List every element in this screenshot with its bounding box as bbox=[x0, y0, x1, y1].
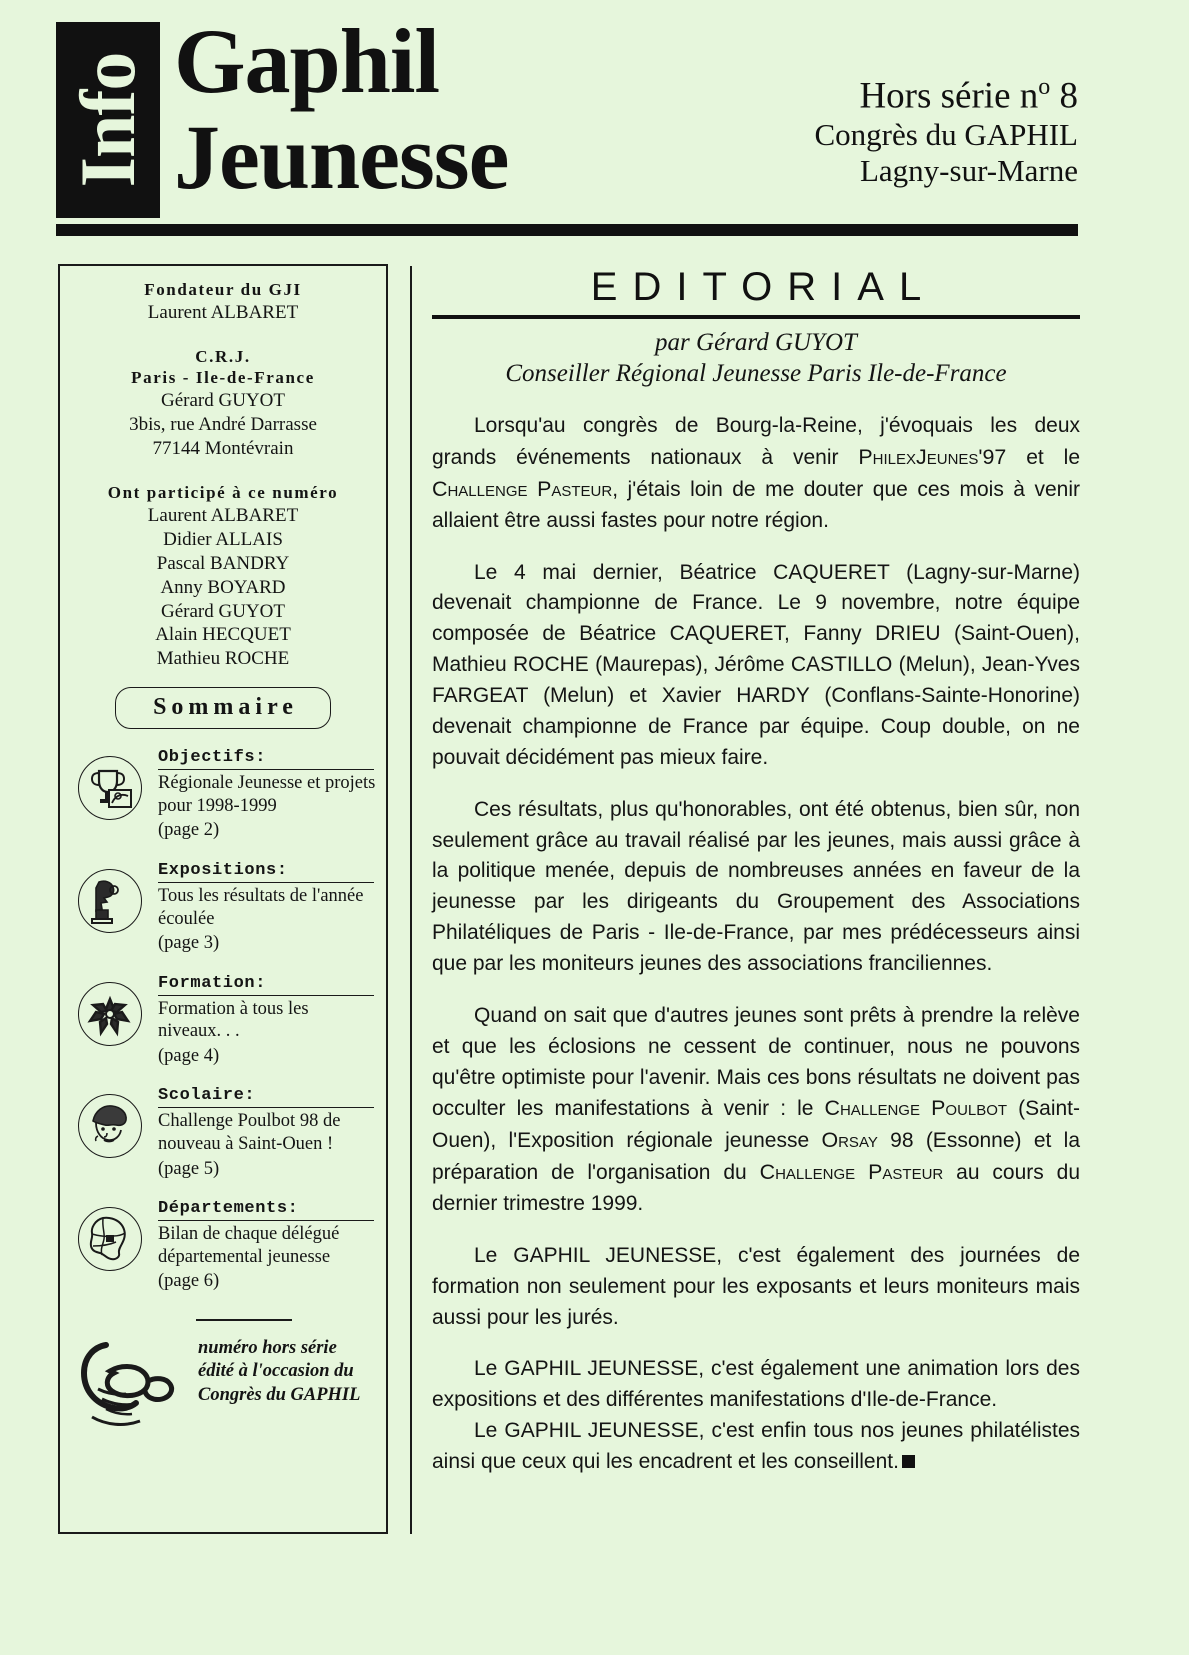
text-run: Le GAPHIL JEUNESSE, c'est également une animation lors des expositions et des différentes manifestations d'Ile-de-France. bbox=[432, 1357, 1080, 1412]
end-of-article-square-icon bbox=[902, 1455, 915, 1468]
small-caps-name: Challenge Poulbot bbox=[824, 1096, 1008, 1121]
title-line-jeunesse: Jeunesse bbox=[174, 106, 509, 209]
editorial-paragraph bbox=[432, 1416, 1080, 1478]
spacer bbox=[70, 325, 376, 347]
text-run: au cours du dernier trimestre 1999. bbox=[432, 1161, 1080, 1215]
toc-page: (page 5) bbox=[158, 1158, 220, 1179]
crj-label: C.R.J. bbox=[195, 346, 251, 366]
toc-title: Objectifs: bbox=[158, 748, 374, 770]
region-map-icon bbox=[78, 1207, 142, 1271]
text-run: Le 4 mai dernier, Béatrice CAQUERET (Lagny-sur-Marne) devenait championne de France. Le 9 novembre, notre équipe composée de Béatrice CAQUERET, Fanny DRIEU (Saint-Ouen), Mathieu ROCHE (Maurepas), Jérôme CASTILLO (Melun), Jean-Yves FARGEAT (Melun) et Xavier HARDY (Conflans-Sainte-Honorine) devenait championne de France par équipe. Coup double, on ne pouvait décidément pas mieux faire. bbox=[432, 560, 1080, 769]
info-logo-badge bbox=[56, 22, 160, 218]
toc-item-objectifs[interactable] bbox=[70, 748, 376, 842]
toc-item-scolaire[interactable] bbox=[70, 1086, 376, 1180]
sidebar-divider bbox=[196, 1319, 292, 1321]
sidebar bbox=[58, 264, 388, 1534]
small-caps-name: PhilexJeunes'97 bbox=[858, 445, 1007, 470]
text-run: Le GAPHIL JEUNESSE, c'est également des journées de formation non seulement pour les exposants et leurs moniteurs mais aussi pour les jurés. bbox=[432, 1243, 1080, 1329]
toc-title: Formation: bbox=[158, 974, 374, 996]
contributor-name: Laurent ALBARET bbox=[147, 504, 299, 526]
contributor-name: Gérard GUYOT bbox=[161, 600, 285, 622]
colophon-line-2: édité à l'occasion du bbox=[198, 1361, 354, 1382]
colophon-line-1: numéro hors série bbox=[198, 1338, 337, 1359]
toc-desc: Tous les résultats de l'année écoulée bbox=[158, 886, 364, 929]
issue-number-value: 8 bbox=[1050, 75, 1078, 117]
issue-number-label: Hors série n bbox=[859, 75, 1039, 117]
masthead bbox=[56, 10, 1078, 222]
title-line-gaphil: Gaphil bbox=[174, 10, 440, 112]
text-run: Quand on sait que d'autres jeunes sont prêts à prendre la relève et que les éclosions ne cessent de continuer, nous ne pouvons qu'être optimiste pour l'avenir. Mais ces bons résultats ne doivent pas occulter les manifestations à venir : le bbox=[432, 1003, 1080, 1121]
editorial-body bbox=[432, 411, 1080, 1478]
crj-street: 3bis, rue André Darrasse bbox=[129, 413, 317, 435]
small-caps-name: Orsay bbox=[821, 1128, 878, 1153]
schoolchild-face-icon bbox=[78, 1094, 142, 1158]
exhibition-frame-icon bbox=[78, 869, 142, 933]
text-run: Lorsqu'au congrès de Bourg-la-Reine, j'évoquais les deux grands événements nationaux à venir bbox=[432, 414, 1080, 470]
text-run: Ces résultats, plus qu'honorables, ont été obtenus, bien sûr, non seulement grâce au travail réalisé par les jeunes, mais aussi grâce à la politique menée, depuis de nombreuses années en faveur de la jeunesse par les dirigeants du Groupement des Associations Philatéliques de Paris - Ile-de-France, par mes prédécesseurs ainsi que par les moniteurs jeunes des associations franciliennes. bbox=[432, 797, 1080, 975]
text-run: Le GAPHIL JEUNESSE, c'est enfin tous nos jeunes philatélistes ainsi que ceux qui les encadrent et les conseillent. bbox=[432, 1419, 1080, 1473]
toc-title: Départements: bbox=[158, 1199, 374, 1221]
editorial-paragraph bbox=[432, 795, 1080, 980]
crj-contact-name: Gérard GUYOT bbox=[161, 389, 285, 411]
toc-page: (page 3) bbox=[158, 933, 220, 954]
founder-name: Laurent ALBARET bbox=[147, 302, 299, 323]
editorial-paragraph bbox=[432, 558, 1080, 774]
editorial-byline: par Gérard GUYOT bbox=[655, 329, 857, 357]
toc-item-departements[interactable] bbox=[70, 1199, 376, 1293]
text-run: , j'étais loin de me douter que ces mois à venir allaient être aussi fastes pour notre région. bbox=[432, 477, 1080, 532]
publication-title bbox=[174, 10, 774, 209]
spacer bbox=[70, 461, 376, 483]
contributor-name: Pascal BANDRY bbox=[156, 552, 290, 574]
editorial-paragraph bbox=[432, 1241, 1080, 1334]
contributor-name: Alain HECQUET bbox=[155, 624, 291, 646]
toc-title: Expositions: bbox=[158, 861, 374, 883]
toc-desc: Régionale Jeunesse et projets pour 1998-1999 bbox=[158, 773, 376, 816]
crj-region: Paris - Ile-de-France bbox=[131, 367, 315, 387]
page-title: EDITORIAL bbox=[590, 265, 937, 309]
editorial-paragraph bbox=[432, 1354, 1080, 1416]
founder-label: Fondateur du GJI bbox=[144, 280, 302, 299]
sommaire-heading: Sommaire bbox=[115, 687, 331, 729]
toc-title: Scolaire: bbox=[158, 1086, 374, 1108]
info-logo-text: Info bbox=[64, 52, 151, 188]
toc-desc: Bilan de chaque délégué départemental jeunesse bbox=[158, 1224, 340, 1267]
text-run: et le bbox=[1006, 446, 1080, 470]
training-star-icon bbox=[78, 982, 142, 1046]
text-run: (Saint-Ouen), l'Exposition régionale jeunesse bbox=[432, 1097, 1080, 1153]
toc-page: (page 6) bbox=[158, 1271, 220, 1292]
issue-info bbox=[815, 74, 1079, 190]
title-rule bbox=[432, 315, 1080, 319]
small-caps-name: Challenge Pasteur bbox=[432, 476, 613, 501]
colophon-line-3: Congrès du GAPHIL bbox=[198, 1384, 361, 1405]
toc-item-formation[interactable] bbox=[70, 974, 376, 1068]
toc-page: (page 4) bbox=[158, 1045, 220, 1066]
contributors-label: Ont participé à ce numéro bbox=[107, 482, 339, 502]
editorial-role: Conseiller Régional Jeunesse Paris Ile-de-France bbox=[505, 359, 1007, 387]
toc-item-expositions[interactable] bbox=[70, 861, 376, 955]
editorial-article bbox=[432, 266, 1080, 1499]
trophy-icon bbox=[78, 756, 142, 820]
crj-city: 77144 Montévrain bbox=[152, 437, 294, 459]
issue-city-line: Lagny-sur-Marne bbox=[859, 153, 1078, 189]
issue-number-line bbox=[815, 74, 1079, 117]
contributor-name: Didier ALLAIS bbox=[163, 528, 283, 550]
small-caps-name: Challenge Pasteur bbox=[759, 1160, 944, 1185]
text-run: 98 (Essonne) et la préparation de l'organisation du bbox=[432, 1129, 1080, 1185]
toc-desc: Formation à tous les niveaux. . . bbox=[158, 998, 309, 1042]
column-divider bbox=[410, 266, 412, 1534]
masthead-rule bbox=[56, 224, 1078, 236]
colophon bbox=[70, 1337, 376, 1429]
editorial-paragraph bbox=[432, 1001, 1080, 1220]
issue-congress-line: Congrès du GAPHIL bbox=[814, 116, 1078, 152]
toc-desc: Challenge Poulbot 98 de nouveau à Saint-Ouen ! bbox=[158, 1111, 341, 1154]
toc-page: (page 2) bbox=[158, 820, 220, 841]
issue-number-ordinal: o bbox=[1038, 74, 1051, 100]
contributor-name: Mathieu ROCHE bbox=[156, 648, 290, 670]
gaphil-signature-logo bbox=[76, 1337, 188, 1429]
editorial-paragraph bbox=[432, 411, 1080, 536]
contributor-name: Anny BOYARD bbox=[160, 576, 286, 598]
